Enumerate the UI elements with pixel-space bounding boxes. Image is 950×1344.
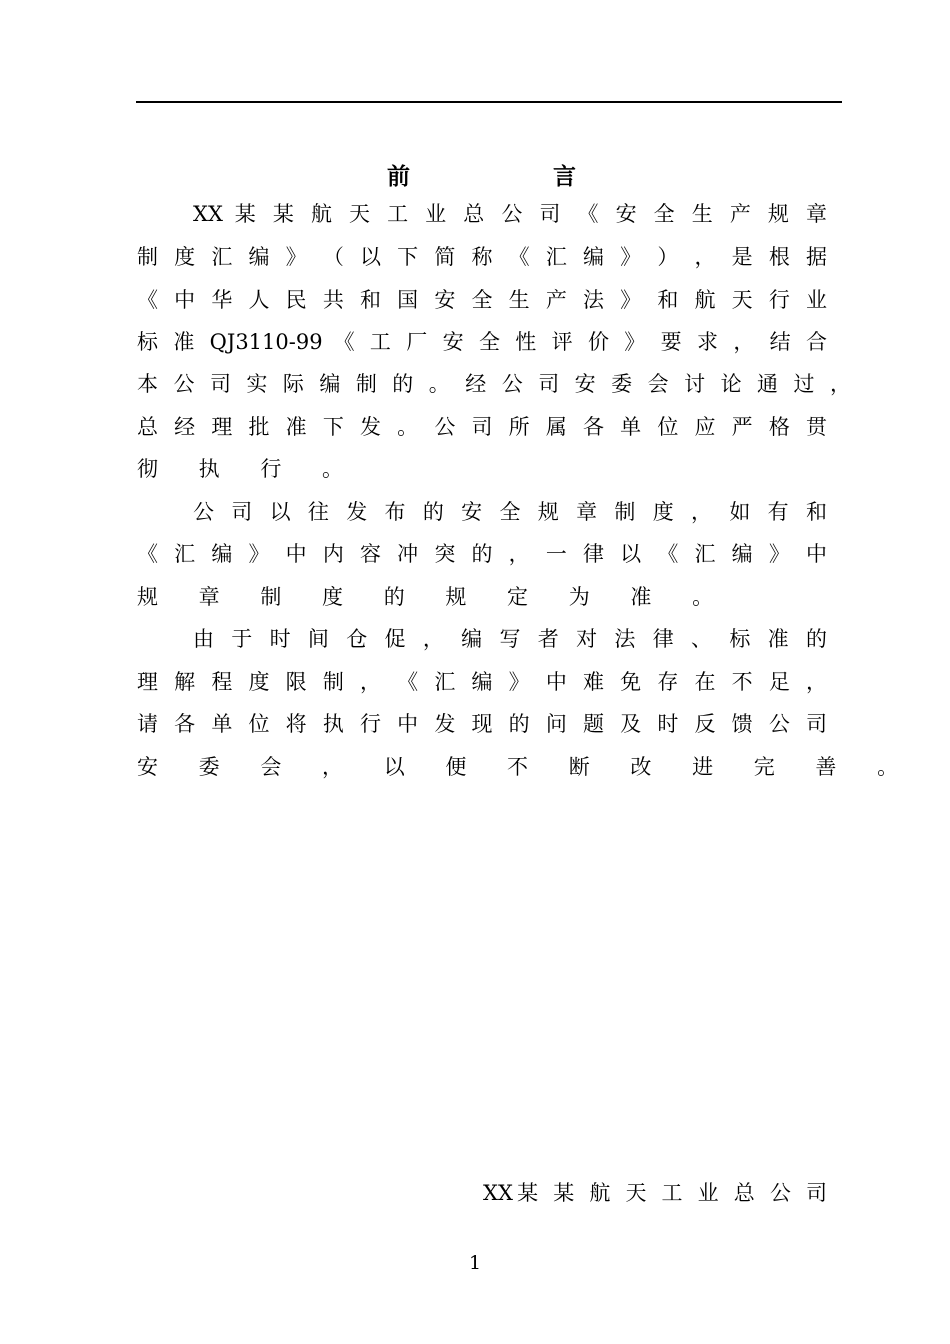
header-rule bbox=[136, 101, 842, 103]
paragraph-line: 彻 执 行 。 bbox=[137, 457, 361, 481]
page-number: 1 bbox=[468, 1252, 482, 1274]
paragraph-line: 安 委 会 ， 以 便 不 断 改 进 完 善 。 bbox=[137, 755, 916, 779]
paragraph-line: 理 解 程 度 限 制 ， 《 汇 编 》 中 难 免 存 在 不 足 ， bbox=[137, 670, 827, 694]
paragraph-line: 请 各 单 位 将 执 行 中 发 现 的 问 题 及 时 反 馈 公 司 bbox=[137, 712, 827, 736]
paragraph-line: 《 中 华 人 民 共 和 国 安 全 生 产 法 》 和 航 天 行 业 bbox=[137, 288, 827, 312]
paragraph-line: 总 经 理 批 准 下 发 。 公 司 所 属 各 单 位 应 严 格 贯 bbox=[137, 415, 827, 439]
signature: XX某 某 航 天 工 业 总 公 司 bbox=[483, 1181, 827, 1205]
page-title-first-char: 前 bbox=[387, 163, 410, 190]
paragraph-line: XX 某 某 航 天 工 业 总 公 司 《 安 全 生 产 规 章 bbox=[193, 202, 827, 226]
paragraph-line: 公 司 以 往 发 布 的 安 全 规 章 制 度 ， 如 有 和 bbox=[193, 500, 827, 524]
paragraph-line: 规 章 制 度 的 规 定 为 准 。 bbox=[137, 585, 731, 609]
paragraph-line: 制 度 汇 编 》 （ 以 下 简 称 《 汇 编 》 ） ， 是 根 据 bbox=[137, 245, 827, 269]
paragraph-line: 《 汇 编 》 中 内 容 冲 突 的 ， 一 律 以 《 汇 编 》 中 bbox=[137, 542, 827, 566]
page-title-second-char: 言 bbox=[553, 163, 576, 190]
paragraph-line: 本 公 司 实 际 编 制 的 。 经 公 司 安 委 会 讨 论 通 过 ， bbox=[137, 372, 851, 396]
paragraph-line: 由 于 时 间 仓 促 ， 编 写 者 对 法 律 、 标 准 的 bbox=[193, 627, 827, 651]
paragraph-line: 标 准 QJ3110-99 《 工 厂 安 全 性 评 价 》 要 求 ， 结 合 bbox=[137, 330, 827, 354]
page-title bbox=[0, 158, 950, 190]
